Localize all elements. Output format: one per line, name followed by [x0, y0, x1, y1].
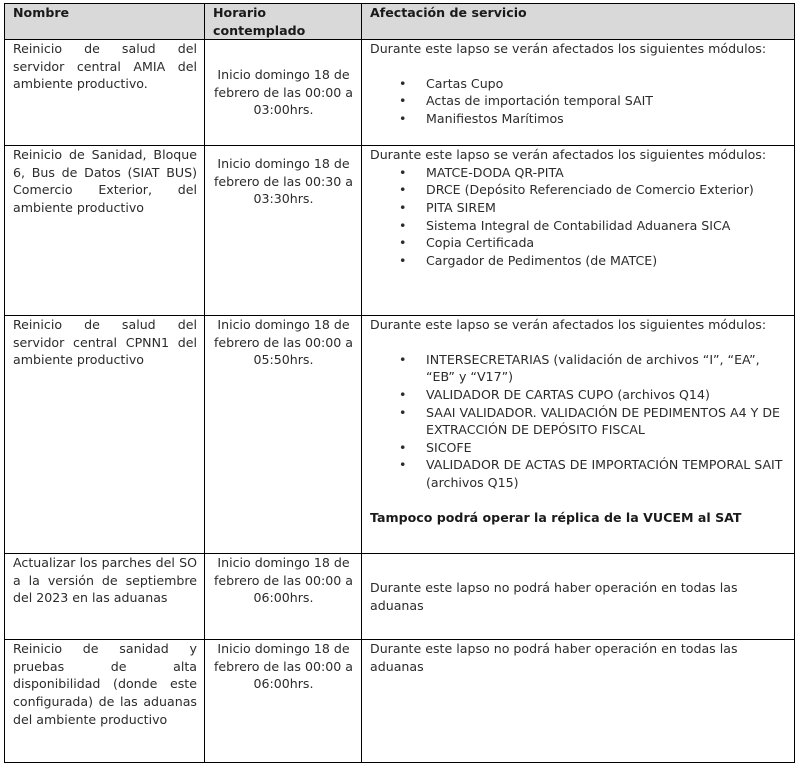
spacer: [370, 58, 787, 75]
effect-intro: Durante este lapso no podrá haber operación en todas las aduanas: [370, 580, 738, 613]
module-item: • Manifiestos Marítimos: [426, 110, 787, 128]
row-name: Reinicio de salud del servidor central CPNN1 del ambiente productivo: [5, 316, 205, 554]
spacer: [370, 492, 787, 509]
maintenance-schedule-table: [4, 3, 795, 763]
row-time-text: Inicio domingo 18 de febrero de las 00:30 a 03:30hrs.: [214, 156, 353, 207]
row-time: [205, 146, 362, 316]
effect-intro: Durante este lapso se verán afectados los siguientes módulos:: [370, 147, 767, 163]
row-name: Actualizar los parches del SO a la versión de septiembre del 2023 en las aduanas: [5, 554, 205, 640]
module-item: • DRCE (Depósito Referenciado de Comercio Exterior): [426, 181, 787, 199]
module-item: • SICOFE: [426, 439, 787, 457]
effect-intro: Durante este lapso se verán afectados los siguientes módulos:: [370, 41, 767, 57]
module-item: • PITA SIREM: [426, 199, 787, 217]
row-effect: [362, 40, 795, 146]
module-list: [370, 164, 787, 270]
spacer: [370, 334, 787, 351]
row-time: Inicio domingo 18 de febrero de las 00:00 a 05:50hrs.: [205, 316, 362, 554]
row-effect: [362, 316, 795, 554]
row-effect: [362, 640, 795, 763]
module-item: • Copia Certificada: [426, 234, 787, 252]
effect-note: Tampoco podrá operar la réplica de la VUCEM al SAT: [370, 509, 742, 525]
module-item: • INTERSECRETARIAS (validación de archivos “I”, “EA”, “EB” y “V17”): [426, 351, 787, 386]
header-name: Nombre: [5, 4, 205, 40]
row-name: Reinicio de Sanidad, Bloque 6, Bus de Datos (SIAT BUS) Comercio Exterior, del ambiente productivo: [5, 146, 205, 316]
effect-intro: Durante este lapso se verán afectados los siguientes módulos:: [370, 317, 767, 333]
table-row: [5, 316, 795, 554]
header-effect: Afectación de servicio: [362, 4, 795, 40]
effect-intro: Durante este lapso no podrá haber operación en todas las aduanas: [370, 641, 738, 674]
table-row: [5, 40, 795, 146]
module-item: • Cartas Cupo: [426, 75, 787, 93]
table-row: [5, 554, 795, 640]
row-name: Reinicio de salud del servidor central AMIA del ambiente productivo.: [5, 40, 205, 146]
module-item: • VALIDADOR DE CARTAS CUPO (archivos Q14): [426, 386, 787, 404]
row-effect: [362, 554, 795, 640]
row-time: Inicio domingo 18 de febrero de las 00:00 a 06:00hrs.: [205, 640, 362, 763]
module-item: • Sistema Integral de Contabilidad Aduanera SICA: [426, 217, 787, 235]
row-time: Inicio domingo 18 de febrero de las 00:00 a 06:00hrs.: [205, 554, 362, 640]
table-row: [5, 146, 795, 316]
module-item: • Actas de importación temporal SAIT: [426, 92, 787, 110]
module-item: • SAAI VALIDADOR. VALIDACIÓN DE PEDIMENTOS A4 Y DE EXTRACCIÓN DE DEPÓSITO FISCAL: [426, 404, 787, 439]
row-effect: [362, 146, 795, 316]
module-list: [370, 75, 787, 128]
row-time: Inicio domingo 18 de febrero de las 00:00 a 03:00hrs.: [205, 40, 362, 146]
header-time: Horario contemplado: [205, 4, 362, 40]
module-list: [370, 351, 787, 492]
module-item: • Cargador de Pedimentos (de MATCE): [426, 252, 787, 270]
module-item: • VALIDADOR DE ACTAS DE IMPORTACIÓN TEMPORAL SAIT (archivos Q15): [426, 456, 787, 491]
table-header-row: [5, 4, 795, 40]
table-row: [5, 640, 795, 763]
module-item: • MATCE-DODA QR-PITA: [426, 164, 787, 182]
row-name: Reinicio de sanidad y pruebas de alta disponibilidad (donde este configurada) de las aduanas del ambiente productivo: [5, 640, 205, 763]
